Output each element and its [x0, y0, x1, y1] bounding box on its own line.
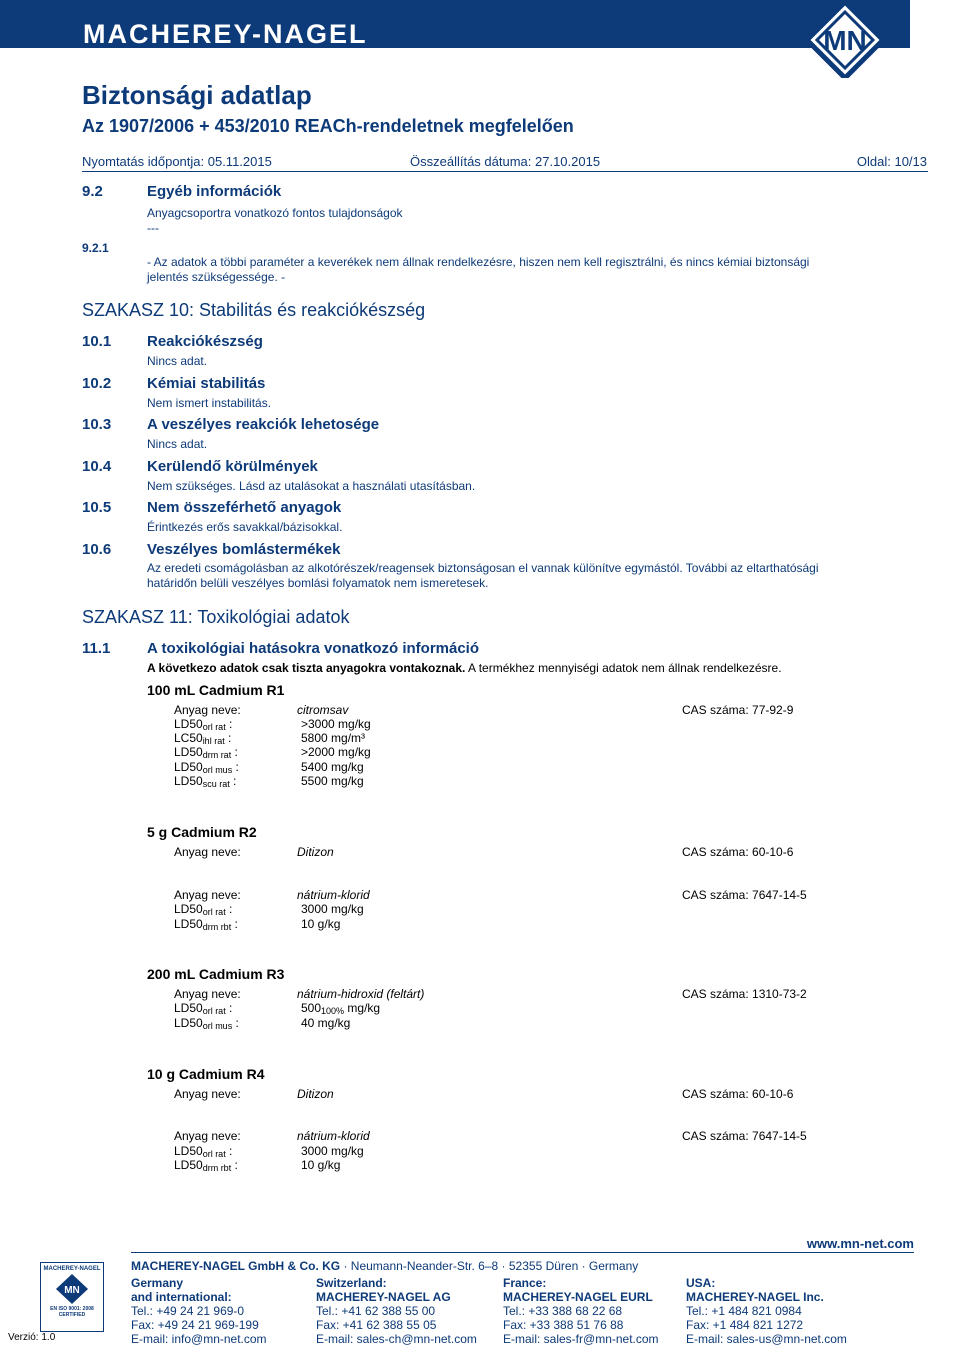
- page-title: Biztonsági adatlap: [82, 80, 312, 110]
- item-heading: Kémiai stabilitás: [147, 375, 266, 392]
- footer-col-mail[interactable]: E-mail: sales-us@mn-net.com: [686, 1332, 847, 1346]
- footer-col-h2: and international:: [131, 1290, 232, 1304]
- item-heading: A toxikológiai hatásokra vonatkozó információ: [147, 640, 480, 657]
- cas-number: CAS száma: 1310-73-2: [682, 987, 807, 1001]
- footer-col-h2: MACHEREY-NAGEL EURL: [503, 1290, 653, 1304]
- tox-key: $LD50_{orl rat}$ :: [174, 1144, 233, 1159]
- item-number: 10.2: [82, 375, 112, 392]
- footer-col-h1: Germany: [131, 1276, 184, 1290]
- info-text-line2: jelentés szükségessége. -: [147, 270, 286, 284]
- mn-logo-icon: [780, 0, 910, 78]
- company-line: MACHEREY-NAGEL GmbH & Co. KG · Neumann-Neander-Str. 6–8 · 52355 Düren · Germany: [131, 1259, 639, 1273]
- website-link[interactable]: www.mn-net.com: [806, 1236, 914, 1251]
- tox-value: 40 mg/kg: [301, 1016, 351, 1030]
- subsection-number: 9.2.1: [82, 241, 109, 255]
- svg-text:MN: MN: [64, 1285, 80, 1296]
- page-number: Oldal: 10/13: [856, 154, 927, 169]
- tox-value: 5500 mg/kg: [301, 774, 364, 788]
- item-heading: Nem összeférhető anyagok: [147, 499, 342, 516]
- item-heading: Reakciókészség: [147, 333, 263, 350]
- item-number: 10.5: [82, 499, 112, 516]
- substance-label: Anyag neve:: [174, 888, 241, 902]
- tox-value: 3000 mg/kg: [301, 1144, 364, 1158]
- tox-value: 10 g/kg: [301, 917, 341, 931]
- substance-name: Ditizon: [297, 1087, 334, 1101]
- item-number: 10.4: [82, 458, 112, 475]
- section-number: 9.2: [82, 183, 103, 200]
- substance-label: Anyag neve:: [174, 987, 241, 1001]
- substance-name: nátrium-klorid: [297, 1129, 370, 1143]
- tox-key: $LD50_{orl rat}$ :: [174, 1001, 233, 1016]
- footer-col-mail[interactable]: E-mail: sales-ch@mn-net.com: [316, 1332, 477, 1346]
- tox-value: >3000 mg/kg: [301, 717, 371, 731]
- item-number: 11.1: [82, 640, 111, 657]
- substance-name: nátrium-hidroxid (feltárt): [297, 987, 425, 1001]
- tox-value: >2000 mg/kg: [301, 745, 371, 759]
- header-divider: [82, 171, 928, 172]
- cas-number: CAS száma: 7647-14-5: [682, 1129, 807, 1143]
- substance-name: Ditizon: [297, 845, 334, 859]
- footer-col-mail[interactable]: E-mail: sales-fr@mn-net.com: [503, 1332, 659, 1346]
- group-value: ---: [147, 221, 159, 235]
- substance-label: Anyag neve:: [174, 1087, 241, 1101]
- note-line: A következo adatok csak tiszta anyagokra vontakoznak. A termékhez mennyiségi adatok nem állnak rendelkezésre.: [147, 661, 782, 675]
- tox-value: 3000 mg/kg: [301, 902, 364, 916]
- footer-col-h1: USA:: [686, 1276, 716, 1290]
- substance-label: Anyag neve:: [174, 1129, 241, 1143]
- tox-key: $LD50_{orl rat}$ :: [174, 717, 233, 732]
- cas-number: CAS száma: 60-10-6: [682, 1087, 794, 1101]
- print-date: Nyomtatás időpontja: 05.11.2015: [82, 154, 272, 169]
- footer-col-tel: Tel.: +1 484 821 0984: [686, 1304, 802, 1318]
- tox-value: 5800 mg/m³: [301, 731, 366, 745]
- tox-value: 5400 mg/kg: [301, 760, 364, 774]
- item-text: Érintkezés erős savakkal/bázisokkal.: [147, 520, 343, 534]
- footer-col-h1: Switzerland:: [316, 1276, 387, 1290]
- tox-key: $LD50_{drm rbt}$ :: [174, 1158, 238, 1173]
- substance-name: nátrium-klorid: [297, 888, 370, 902]
- item-text: Nincs adat.: [147, 354, 208, 368]
- substance-label: Anyag neve:: [174, 703, 241, 717]
- footer-col-mail[interactable]: E-mail: info@mn-net.com: [131, 1332, 267, 1346]
- tox-key: $LD50_{scu rat}$ :: [174, 774, 237, 789]
- item-number: 10.1: [82, 333, 112, 350]
- substance-label: Anyag neve:: [174, 845, 241, 859]
- item-heading: Veszélyes bomlástermékek: [147, 541, 341, 558]
- group-label: Anyagcsoportra vonatkozó fontos tulajdonságok: [147, 206, 403, 220]
- item-number: 10.3: [82, 416, 112, 433]
- iso-certificate-icon: MACHEREY-NAGEL MN EN ISO 9001: 2008 CERTIFIED: [40, 1262, 104, 1332]
- tox-key: $LD50_{drm rat}$ :: [174, 745, 238, 760]
- footer-col-fax: Fax: +1 484 821 1272: [686, 1318, 804, 1332]
- product-title: 200 mL Cadmium R3: [147, 966, 285, 982]
- footer-col-tel: Tel.: +33 388 68 22 68: [503, 1304, 623, 1318]
- item-text: Az eredeti csomágolásban az alkotórészek/reagensek biztonságosan el vannak különítve egymástól. További az eltarthatósági: [147, 561, 819, 575]
- brand-name: MACHEREY-NAGEL: [83, 19, 368, 49]
- item-heading: A veszélyes reakciók lehetosége: [147, 416, 380, 433]
- product-title: 5 g Cadmium R2: [147, 824, 257, 840]
- footer-col-h1: France:: [503, 1276, 547, 1290]
- item-text: Nem ismert instabilitás.: [147, 396, 272, 410]
- cas-number: CAS száma: 60-10-6: [682, 845, 794, 859]
- item-number: 10.6: [82, 541, 112, 558]
- section-11-title: SZAKASZ 11: Toxikológiai adatok: [82, 607, 350, 627]
- footer-col-fax: Fax: +49 24 21 969-199: [131, 1318, 259, 1332]
- footer-col-tel: Tel.: +41 62 388 55 00: [316, 1304, 436, 1318]
- item-heading: Kerülendő körülmények: [147, 458, 318, 475]
- substance-name: citromsav: [297, 703, 349, 717]
- footer-col-fax: Fax: +33 388 51 76 88: [503, 1318, 624, 1332]
- footer-divider: [131, 1252, 914, 1253]
- footer-col-h2: MACHEREY-NAGEL Inc.: [686, 1290, 824, 1304]
- info-text-line1: - Az adatok a többi paraméter a keverékek nem állnak rendelkezésre, hiszen nem kell regisztrálni, és nincs kémiai biztonsági: [147, 255, 810, 269]
- item-text: Nincs adat.: [147, 437, 208, 451]
- item-text: határidőn belüli veszélyes bomlási folyamatok nem ismeretesek.: [147, 576, 489, 590]
- footer-col-tel: Tel.: +49 24 21 969-0: [131, 1304, 245, 1318]
- item-text: Nem szükséges. Lásd az utalásokat a használati utasításban.: [147, 479, 476, 493]
- tox-value: $500_{100\%}$ mg/kg: [301, 1001, 381, 1016]
- tox-value: 10 g/kg: [301, 1158, 341, 1172]
- tox-key: $LD50_{drm rbt}$ :: [174, 917, 238, 932]
- tox-key: $LC50_{ihl rat}$ :: [174, 731, 232, 746]
- footer-col-h2: MACHEREY-NAGEL AG: [316, 1290, 451, 1304]
- tox-key: $LD50_{orl mus}$ :: [174, 1016, 239, 1031]
- product-title: 10 g Cadmium R4: [147, 1066, 265, 1082]
- section-10-title: SZAKASZ 10: Stabilitás és reakciókészség: [82, 300, 426, 320]
- product-title: 100 mL Cadmium R1: [147, 682, 285, 698]
- section-heading: Egyéb információk: [147, 183, 282, 200]
- cas-number: CAS száma: 7647-14-5: [682, 888, 807, 902]
- logo-text: MN: [823, 25, 867, 56]
- version-label: Verzió: 1.0: [8, 1332, 56, 1343]
- page-subtitle: Az 1907/2006 + 453/2010 REACh-rendeletnek megfelelően: [82, 116, 574, 136]
- footer-col-fax: Fax: +41 62 388 55 05: [316, 1318, 437, 1332]
- tox-key: $LD50_{orl mus}$ :: [174, 760, 239, 775]
- compile-date: Összeállítás dátuma: 27.10.2015: [410, 154, 601, 169]
- cas-number: CAS száma: 77-92-9: [682, 703, 794, 717]
- tox-key: $LD50_{orl rat}$ :: [174, 902, 233, 917]
